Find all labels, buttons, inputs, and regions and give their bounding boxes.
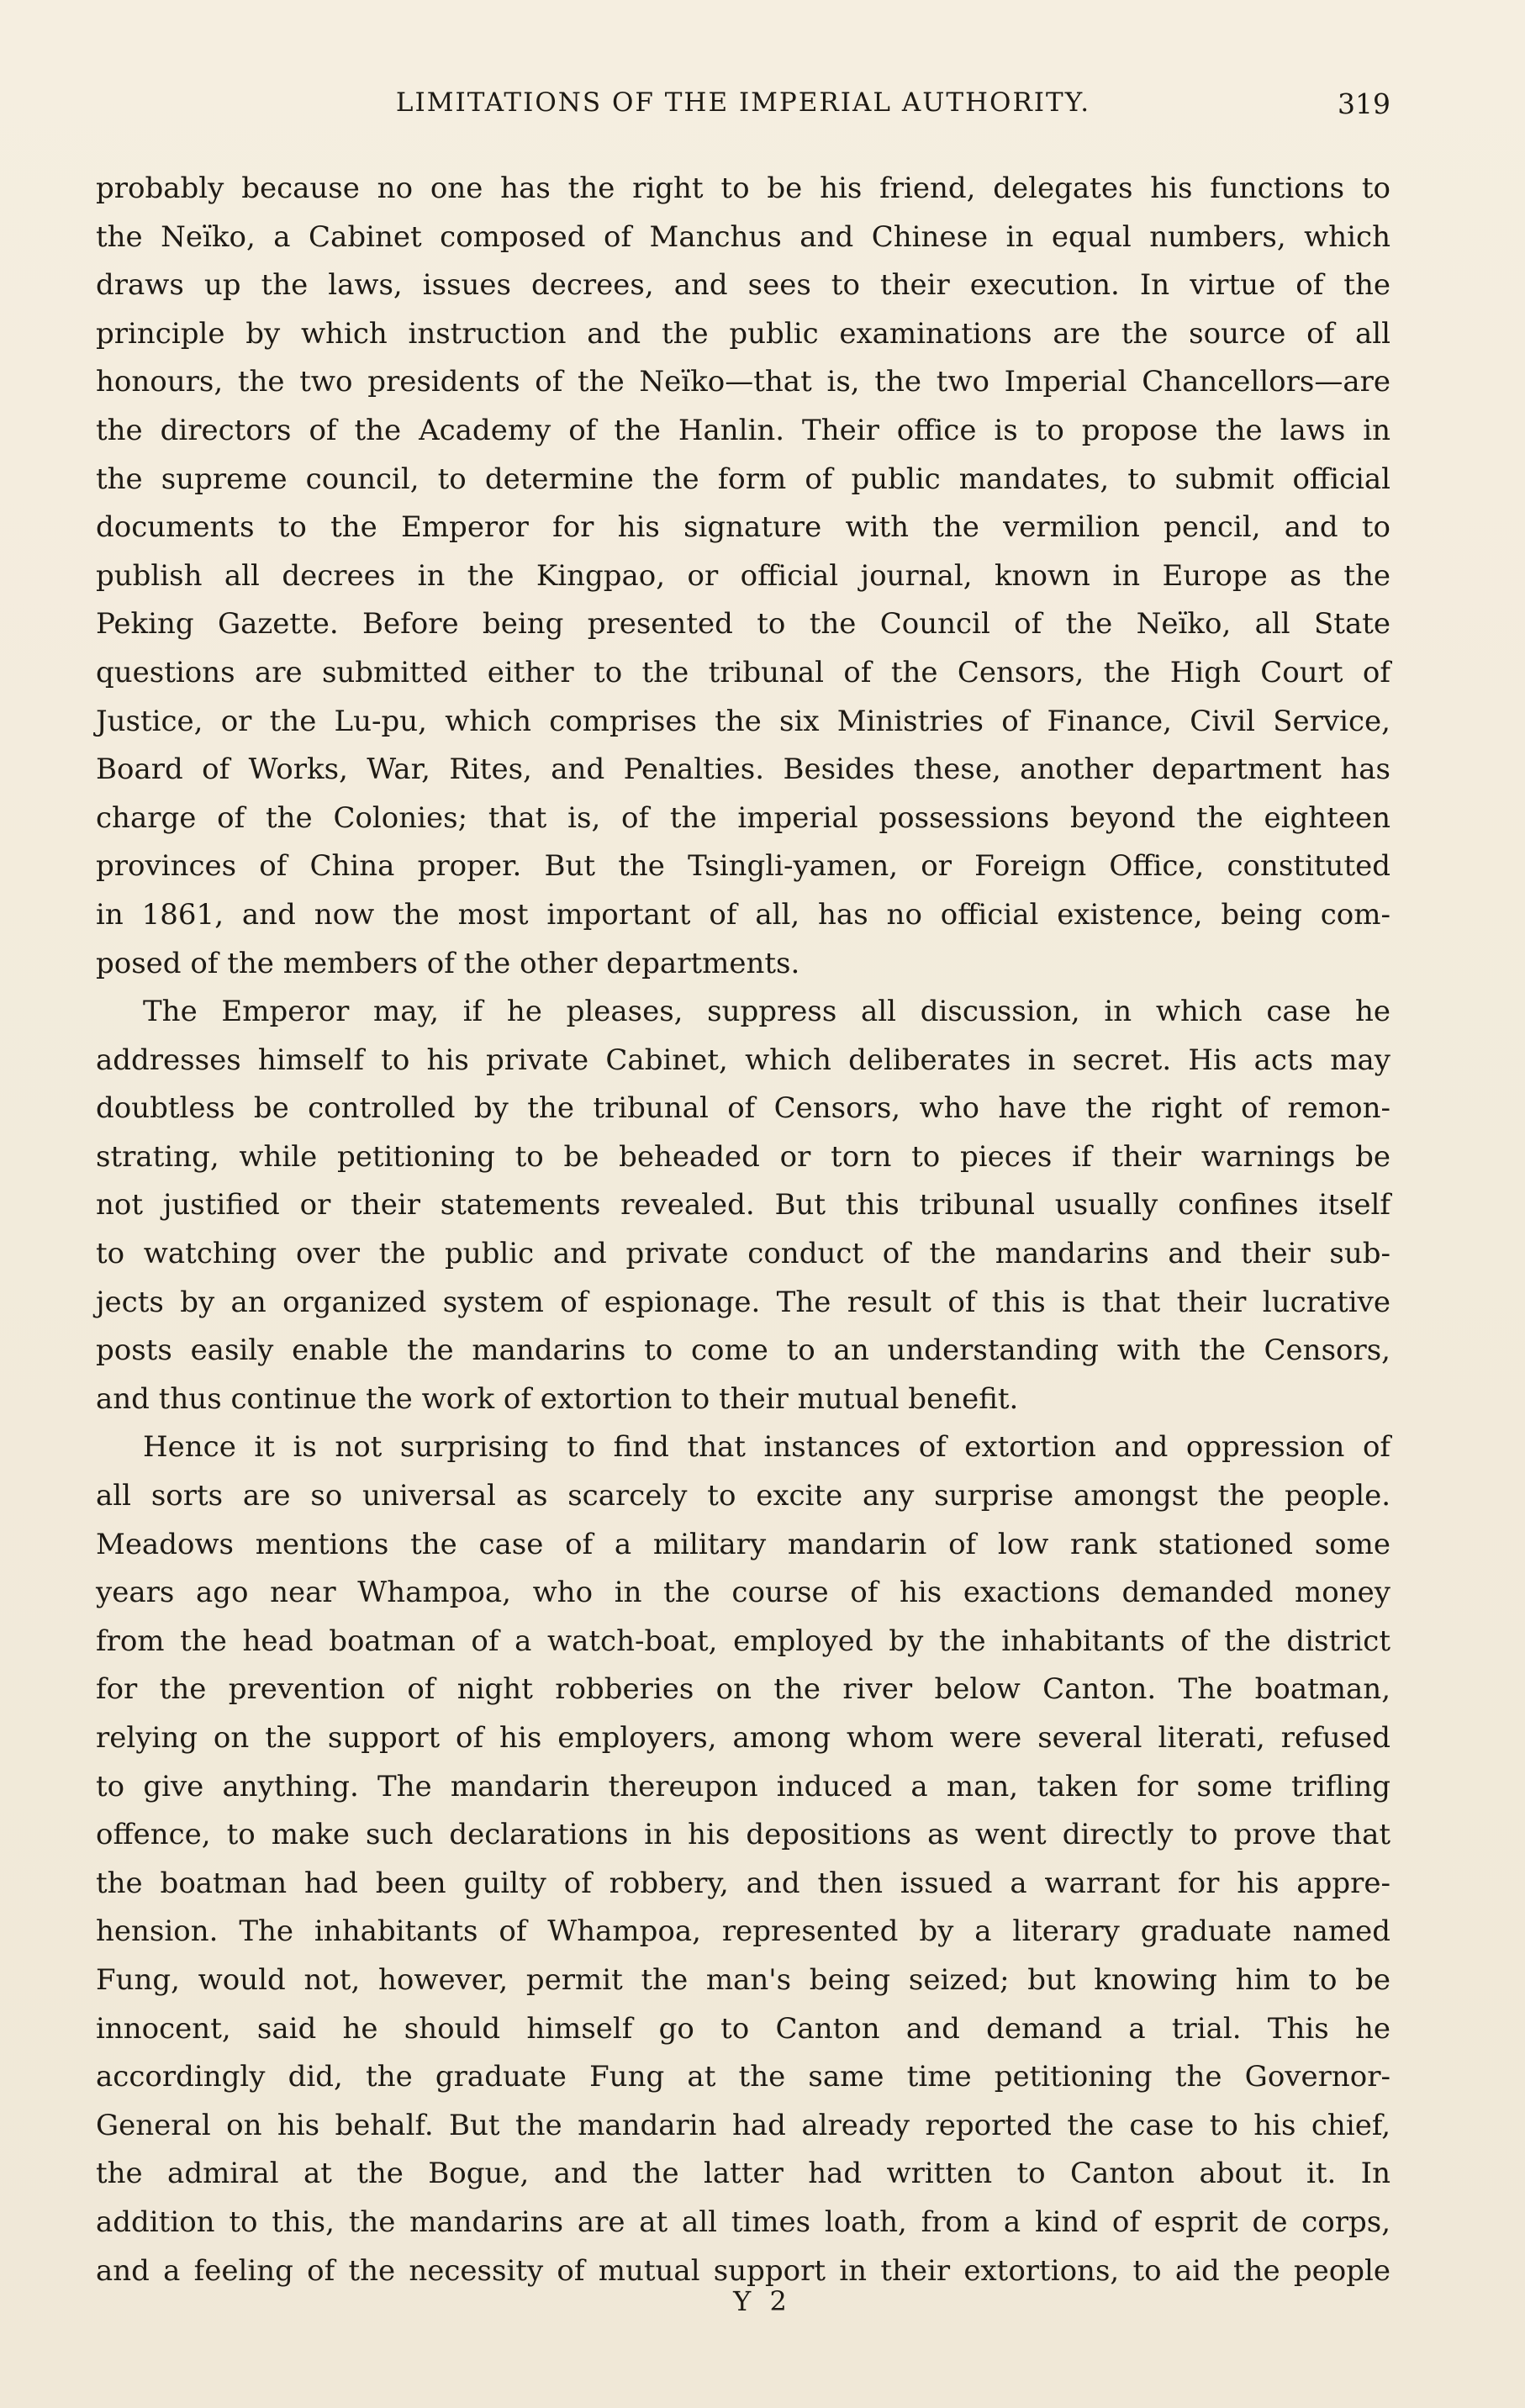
- text-line: in 1861, and now the most important of all, has no official existence, being com-: [96, 897, 1390, 932]
- text-line: General on his behalf. But the mandarin had already reported the case to his chief,: [96, 2108, 1390, 2142]
- text-line: the admiral at the Bogue, and the latter had written to Canton about it. In: [96, 2157, 1390, 2191]
- text-line: Justice, or the Lu-pu, which comprises the six Ministries of Finance, Civil Service,: [96, 704, 1390, 738]
- text-line: doubtless be controlled by the tribunal of Censors, who have the right of remon-: [96, 1091, 1390, 1126]
- text-line: to give anything. The mandarin thereupon induced a man, taken for some trifling: [96, 1769, 1390, 1803]
- text-line: posts easily enable the mandarins to come to an understanding with the Censors,: [96, 1333, 1390, 1368]
- text-line: for the prevention of night robberies on the river below Canton. The boatman,: [96, 1672, 1390, 1707]
- text-line: to watching over the public and private conduct of the mandarins and their sub-: [96, 1237, 1390, 1271]
- text-line: the Neïko, a Cabinet composed of Manchus and Chinese in equal numbers, which: [96, 219, 1390, 254]
- text-line: hension. The inhabitants of Whampoa, represented by a literary graduate named: [96, 1914, 1390, 1949]
- text-line: the directors of the Academy of the Hanlin. Their office is to propose the laws in: [96, 413, 1390, 447]
- text-line: innocent, said he should himself go to Canton and demand a trial. This he: [96, 2011, 1390, 2046]
- text-line: the supreme council, to determine the form of public mandates, to submit official: [96, 462, 1390, 496]
- text-line: addresses himself to his private Cabinet, which deliberates in secret. His acts may: [96, 1043, 1390, 1077]
- text-line: draws up the laws, issues decrees, and sees to their execution. In virtue of the: [96, 268, 1390, 303]
- text-line: jects by an organized system of espionage. The result of this is that their lucrative: [96, 1285, 1390, 1319]
- text-line: publish all decrees in the Kingpao, or official journal, known in Europe as the: [96, 558, 1390, 593]
- running-head: [96, 87, 1390, 121]
- text-line: from the head boatman of a watch-boat, employed by the inhabitants of the district: [96, 1624, 1390, 1658]
- text-line: addition to this, the mandarins are at all times loath, from a kind of esprit de corps,: [96, 2205, 1390, 2239]
- page-number: 319: [1338, 87, 1390, 120]
- text-line: Board of Works, War, Rites, and Penalties. Besides these, another department has: [96, 752, 1390, 787]
- paragraph-first-line: The Emperor may, if he pleases, suppress all discussion, in which case he: [143, 995, 1390, 1029]
- text-line: and thus continue the work of extortion to their mutual benefit.: [96, 1381, 1019, 1416]
- text-line: accordingly did, the graduate Fung at the same time petitioning the Governor-: [96, 2060, 1390, 2094]
- text-line: Meadows mentions the case of a military mandarin of low rank stationed some: [96, 1527, 1390, 1561]
- signature-mark: Y 2: [733, 2285, 792, 2317]
- text-line: honours, the two presidents of the Neïko—that is, the two Imperial Chancellors—are: [96, 365, 1390, 399]
- running-title: LIMITATIONS OF THE IMPERIAL AUTHORITY.: [395, 87, 1091, 118]
- text-line: years ago near Whampoa, who in the course of his exactions demanded money: [96, 1576, 1390, 1610]
- text-line: probably because no one has the right to be his friend, delegates his functions to: [96, 172, 1390, 205]
- text-line: Fung, would not, however, permit the man's being seized; but knowing him to be: [96, 1962, 1390, 1997]
- text-line: not justified or their statements revealed. But this tribunal usually confines itself: [96, 1188, 1390, 1222]
- paragraph-first-line: Hence it is not surprising to find that instances of extortion and oppression of: [143, 1430, 1390, 1465]
- text-line: strating, while petitioning to be beheaded or torn to pieces if their warnings be: [96, 1139, 1390, 1174]
- text-line: provinces of China proper. But the Tsingli-yamen, or Foreign Office, constituted: [96, 849, 1390, 884]
- text-line: documents to the Emperor for his signature with the vermilion pencil, and to: [96, 510, 1390, 545]
- body-text: [96, 165, 1390, 2295]
- text-line: all sorts are so universal as scarcely to excite any surprise amongst the people.: [96, 1479, 1390, 1513]
- text-line: offence, to make such declarations in his depositions as went directly to prove that: [96, 1818, 1390, 1852]
- text-line: charge of the Colonies; that is, of the imperial possessions beyond the eighteen: [96, 800, 1390, 835]
- text-line: relying on the support of his employers, among whom were several literati, refused: [96, 1721, 1390, 1755]
- text-line: the boatman had been guilty of robbery, and then issued a warrant for his appre-: [96, 1866, 1390, 1900]
- text-line: Peking Gazette. Before being presented to the Council of the Neïko, all State: [96, 607, 1390, 642]
- text-line: questions are submitted either to the tribunal of the Censors, the High Court of: [96, 655, 1390, 689]
- text-line: and a feeling of the necessity of mutual support in their extortions, to aid the people: [96, 2253, 1390, 2288]
- text-line: principle by which instruction and the public examinations are the source of all: [96, 316, 1390, 351]
- text-line: posed of the members of the other departments.: [96, 946, 800, 980]
